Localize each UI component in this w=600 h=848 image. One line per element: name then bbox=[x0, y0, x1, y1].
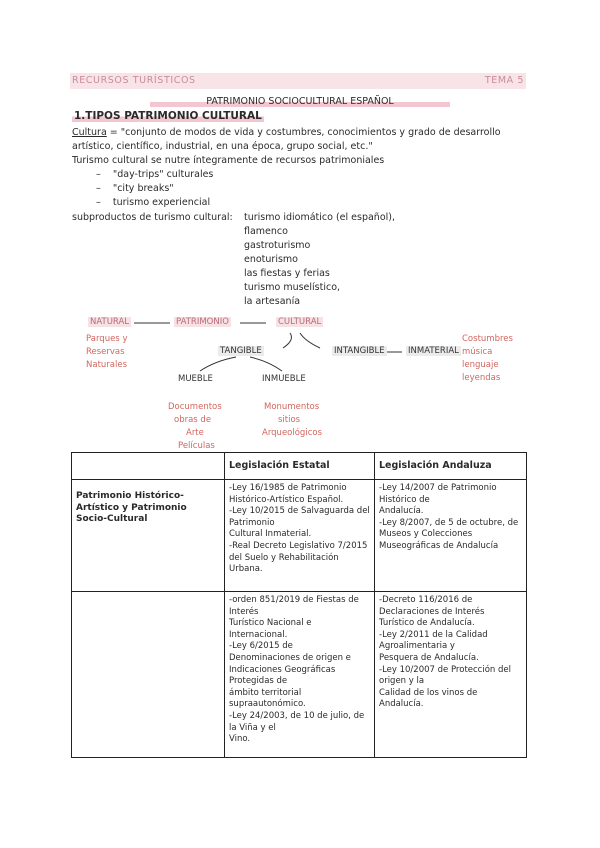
law-entry: -Ley 8/2007, de 5 de octubre, de Museos y Colecciones Museográficas de Andalucía bbox=[379, 517, 519, 551]
law-entry: Calidad de los vinos de bbox=[379, 687, 478, 698]
table-cell bbox=[72, 592, 225, 758]
connector-line bbox=[250, 357, 282, 371]
table-row bbox=[72, 592, 527, 758]
mueble-example: Arte bbox=[186, 428, 204, 438]
node-patrimonio: PATRIMONIO bbox=[176, 317, 229, 327]
node-inmueble: INMUEBLE bbox=[262, 374, 306, 384]
mueble-example: Películas bbox=[178, 441, 215, 451]
table-cell bbox=[72, 480, 225, 592]
cultura-def-line1: = "conjunto de modos de vida y costumbres, conocimientos y grado de desarrollo bbox=[106, 127, 501, 138]
subproducto-item: gastroturismo bbox=[244, 240, 311, 251]
header-course: RECURSOS TURÍSTICOS bbox=[72, 75, 196, 86]
table-header-cell: Legislación Andaluza bbox=[375, 453, 527, 480]
law-entry: -Ley 2/2011 de la Calidad Agroalimentaria y bbox=[379, 629, 488, 652]
law-entry: Declaraciones de Interés bbox=[379, 606, 485, 617]
table-row bbox=[72, 480, 527, 592]
law-entry: Pesquera de Andalucía. bbox=[379, 652, 479, 663]
subproducto-item: turismo idiomático (el español), bbox=[244, 212, 395, 223]
law-entry: Andalucía. bbox=[379, 506, 424, 517]
subproducto-item: la artesanía bbox=[244, 296, 301, 307]
bullet-text: "day-trips" culturales bbox=[112, 169, 214, 180]
mueble-example: obras de bbox=[174, 415, 212, 425]
table-cell bbox=[225, 480, 375, 592]
node-inmaterial: INMATERIAL bbox=[408, 346, 459, 356]
natural-example: Parques y bbox=[86, 334, 128, 344]
inmueble-example: Monumentos bbox=[264, 402, 320, 412]
law-entry: Denominaciones de origen e Indicaciones Geográficas bbox=[229, 652, 351, 675]
law-entry: -Ley 10/2007 de Protección del origen y la bbox=[379, 664, 511, 687]
table-header-cell: Legislación Estatal bbox=[225, 453, 375, 480]
law-entry: -Ley 6/2015 de bbox=[229, 641, 293, 652]
law-entry: Turístico Nacional e bbox=[229, 618, 312, 629]
law-entry: -Ley 16/1985 de Patrimonio Histórico-Artístico Español. bbox=[229, 483, 347, 505]
subproducto-item: las fiestas y ferias bbox=[244, 268, 330, 279]
inmaterial-example: lenguaje bbox=[462, 360, 499, 370]
cultura-term: Cultura bbox=[72, 127, 107, 138]
table-cell bbox=[375, 480, 527, 592]
inmueble-example: Arqueológicos bbox=[262, 428, 322, 438]
law-entry: -orden 851/2019 de Fiestas de Interés bbox=[229, 595, 359, 617]
bullet-item: – "city breaks" bbox=[96, 183, 174, 194]
bullet-item: – "day-trips" culturales bbox=[96, 169, 214, 180]
bullet-text: turismo experiencial bbox=[112, 197, 211, 208]
bullet-item: – turismo experiencial bbox=[96, 197, 211, 208]
inmueble-example: sitios bbox=[278, 415, 301, 425]
turismo-intro: Turismo cultural se nutre íntegramente de recursos patrimoniales bbox=[72, 155, 385, 166]
node-natural: NATURAL bbox=[90, 317, 130, 327]
node-cultural: CULTURAL bbox=[278, 317, 322, 327]
subproductos-label: subproductos de turismo cultural: bbox=[72, 212, 233, 223]
law-entry: Vino. bbox=[229, 734, 251, 745]
natural-example: Naturales bbox=[86, 360, 128, 370]
mueble-example: Documentos bbox=[168, 402, 222, 412]
cultura-def-line2: artístico, científico, industrial, en una época, grupo social, etc." bbox=[72, 141, 373, 152]
natural-example: Reservas bbox=[86, 347, 125, 357]
law-entry: -Real Decreto Legislativo 7/2015 del Suelo y Rehabilitación Urbana. bbox=[229, 540, 368, 575]
law-entry: -Ley 24/2003, de 10 de julio, de la Viña y el bbox=[229, 710, 365, 733]
inmaterial-example: Costumbres bbox=[462, 334, 513, 344]
law-entry: Turístico de Andalucía. bbox=[379, 618, 475, 629]
law-entry: -Ley 10/2015 de Salvaguarda del Patrimonio bbox=[229, 506, 370, 528]
node-intangible: INTANGIBLE bbox=[334, 346, 385, 356]
connector-line bbox=[300, 333, 320, 348]
header-topic: TEMA 5 bbox=[484, 75, 524, 86]
law-entry: -Ley 14/2007 de Patrimonio Histórico de bbox=[379, 483, 497, 505]
inmaterial-example: música bbox=[462, 347, 493, 357]
page-subtitle: PATRIMONIO SOCIOCULTURAL ESPAÑOL bbox=[150, 96, 450, 107]
bullet-text: "city breaks" bbox=[112, 183, 174, 194]
law-entry: supraautonómico. bbox=[229, 699, 306, 710]
law-entry: -Decreto 116/2016 de bbox=[379, 595, 473, 605]
table-cell bbox=[375, 592, 527, 758]
subproducto-item: flamenco bbox=[244, 226, 288, 237]
inmaterial-example: leyendas bbox=[462, 373, 501, 383]
law-entry: Internacional. bbox=[229, 629, 288, 640]
row-label: Patrimonio Histórico-Artístico y Patrimonio Socio-Cultural bbox=[76, 491, 187, 525]
legislation-table bbox=[71, 452, 527, 758]
law-entry: ámbito territorial bbox=[229, 687, 302, 698]
law-entry: Protegidas de bbox=[229, 676, 288, 687]
node-tangible: TANGIBLE bbox=[220, 346, 262, 356]
subproducto-item: enoturismo bbox=[244, 254, 298, 265]
node-mueble: MUEBLE bbox=[178, 374, 213, 384]
table-cell bbox=[225, 592, 375, 758]
law-entry: Cultural Inmaterial. bbox=[229, 529, 312, 540]
table-header-cell bbox=[72, 453, 225, 480]
law-entry: Andalucía. bbox=[379, 699, 424, 710]
table-header-row bbox=[72, 453, 527, 480]
connector-line bbox=[283, 333, 291, 348]
connector-line bbox=[200, 357, 236, 371]
section-title: 1.TIPOS PATRIMONIO CULTURAL bbox=[74, 110, 262, 122]
subproducto-item: turismo muselístico, bbox=[244, 282, 341, 293]
